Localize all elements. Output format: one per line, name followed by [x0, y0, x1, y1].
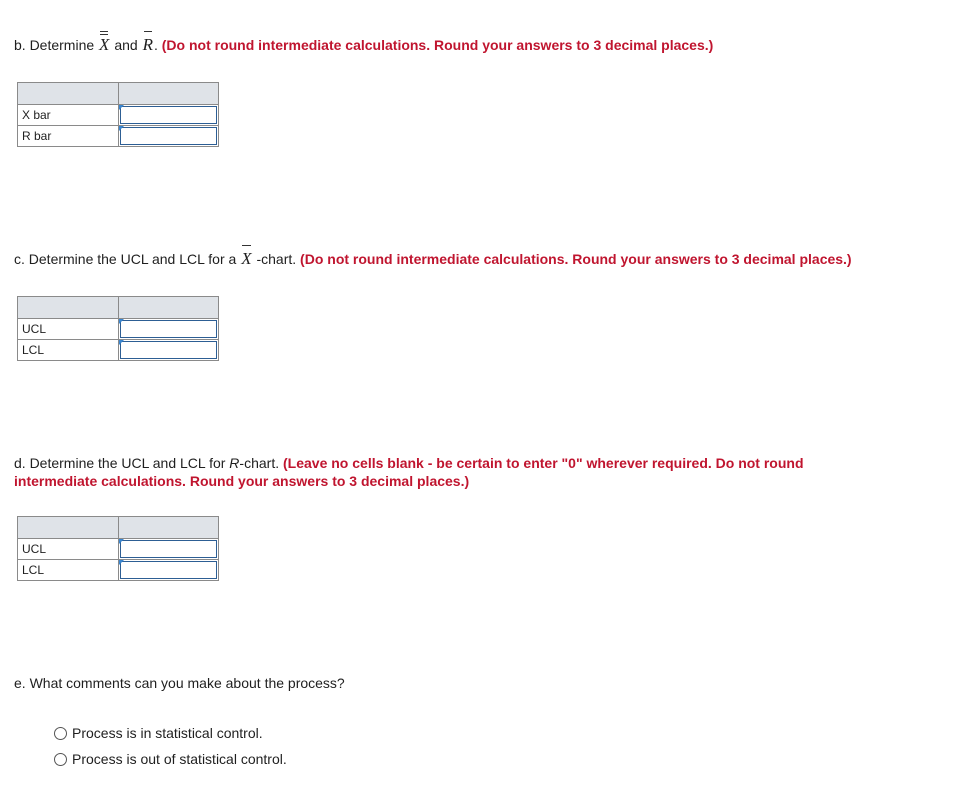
question-b-prefix: b. Determine: [14, 37, 95, 53]
question-d-prefix: d. Determine the UCL and LCL for: [14, 455, 226, 471]
x-bar-input[interactable]: [120, 106, 217, 124]
header-cell: [18, 83, 119, 105]
cell-marker-icon: [119, 126, 124, 131]
x-double-bar-symbol: X: [98, 36, 110, 54]
radio-circle-icon[interactable]: [54, 753, 67, 766]
table-c: [17, 296, 219, 361]
row-label: X bar: [18, 105, 119, 126]
question-c-note: (Do not round intermediate calculations. Round your answers to 3 decimal places.): [300, 251, 852, 267]
table-row: [18, 105, 219, 126]
r-chart-ucl-input[interactable]: [120, 540, 217, 558]
table-row: [18, 539, 219, 560]
x-chart-ucl-input[interactable]: [120, 320, 217, 338]
r-bar-input[interactable]: [120, 127, 217, 145]
question-d: [14, 454, 804, 472]
row-label: R bar: [18, 126, 119, 147]
table-d: [17, 516, 219, 581]
table-b: [17, 82, 219, 147]
r-bar-symbol: R: [142, 36, 154, 54]
question-c: [14, 250, 852, 268]
r-variable: R: [229, 455, 240, 471]
r-bar-input-cell[interactable]: [119, 126, 219, 147]
row-label: LCL: [18, 340, 119, 361]
cell-marker-icon: [119, 539, 124, 544]
cell-marker-icon: [119, 560, 124, 565]
r-chart-lcl-input-cell[interactable]: [119, 560, 219, 581]
x-chart-lcl-input-cell[interactable]: [119, 340, 219, 361]
question-d-note-line1: (Leave no cells blank - be certain to enter "0" wherever required. Do not round: [283, 455, 804, 471]
question-b: [14, 36, 713, 54]
x-bar-input-cell[interactable]: [119, 105, 219, 126]
radio-circle-icon[interactable]: [54, 727, 67, 740]
question-c-prefix: c. Determine the UCL and LCL for a: [14, 251, 237, 267]
radio-option-in-control[interactable]: [54, 725, 263, 741]
r-chart-ucl-input-cell[interactable]: [119, 539, 219, 560]
table-row: [18, 560, 219, 581]
x-bar-symbol: X: [240, 250, 252, 268]
table-header-row: [18, 83, 219, 105]
question-e: e. What comments can you make about the process?: [14, 675, 345, 691]
header-cell: [119, 517, 219, 539]
question-c-suffix: -chart.: [256, 251, 297, 267]
row-label: UCL: [18, 319, 119, 340]
table-row: [18, 126, 219, 147]
question-d-note-line2: intermediate calculations. Round your answers to 3 decimal places.): [14, 473, 470, 489]
radio-option-label: Process is out of statistical control.: [72, 751, 287, 767]
question-b-and: and: [114, 37, 138, 53]
question-d-suffix: -chart.: [239, 455, 280, 471]
header-cell: [18, 297, 119, 319]
question-b-dot: .: [153, 37, 158, 53]
x-chart-ucl-input-cell[interactable]: [119, 319, 219, 340]
table-row: [18, 340, 219, 361]
r-chart-lcl-input[interactable]: [120, 561, 217, 579]
cell-marker-icon: [119, 105, 124, 110]
table-row: [18, 319, 219, 340]
x-chart-lcl-input[interactable]: [120, 341, 217, 359]
header-cell: [18, 517, 119, 539]
cell-marker-icon: [119, 319, 124, 324]
row-label: UCL: [18, 539, 119, 560]
question-b-note: (Do not round intermediate calculations. Round your answers to 3 decimal places.): [161, 37, 714, 53]
header-cell: [119, 297, 219, 319]
table-header-row: [18, 297, 219, 319]
cell-marker-icon: [119, 340, 124, 345]
radio-option-out-of-control[interactable]: [54, 751, 287, 767]
table-header-row: [18, 517, 219, 539]
row-label: LCL: [18, 560, 119, 581]
header-cell: [119, 83, 219, 105]
radio-option-label: Process is in statistical control.: [72, 725, 263, 741]
